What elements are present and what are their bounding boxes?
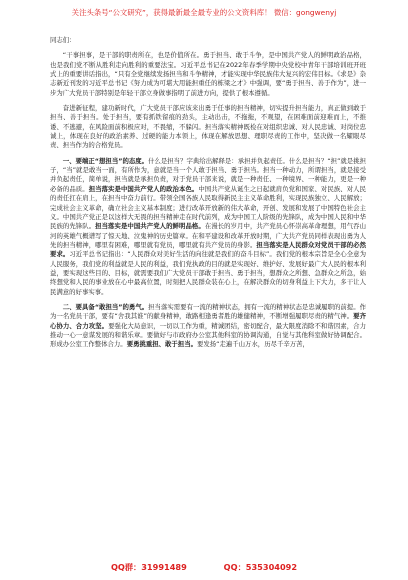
section-2-heading: 二、要具备“敢担当”的勇气。 xyxy=(62,302,149,311)
document-body xyxy=(50,36,366,350)
qq-contact: QQ：535304092 xyxy=(223,562,298,572)
section-1-text-e: 在漫长的岁月中，共产党员心怀崇高革命理想，用气吞山河的英雄气概谱写了惊天地、泣鬼神的历史篇章。在和平建设和改革开放时期，广大共产党员同样表现出勇为人先的担当精神，哪里有困难，哪里就有党员，哪里就有共产党员的身影。 xyxy=(50,222,367,249)
section-2-text-c: 要强化大局意识，一切以工作为重，精诚团结，密切配合，最大限度消除不和谐因素，合力推动一心一意谋发展的和谐乐章。要做好与市政府办公室其他科室的协调沟通，自觉与其他科室做好协调配合。形成办公室工作整体合力。 xyxy=(50,321,367,349)
section-1-text-a: 什么是担当？字典给出解释是：承担并负起责任。什么是担当？“担”就是挑担子，“当”就是敢当一面，有所作为，意就是当一个人敢于担当、勇于担当。担当一种动力，所谓担当，就是接受并负起责任，简单说，担当就是承担负责，对于党员干部来说，就是一种责任、一种境界、一种能力，更是一种必备的品质。 xyxy=(50,156,366,193)
section-2-paragraph xyxy=(50,303,366,350)
section-1-bold-d: 担当落实是中国共产党人的鲜明品格。 xyxy=(95,222,205,231)
qq-group: QQ群：31991489 xyxy=(110,562,187,572)
banner-text: 关注头条号“公文研究”，获得最新最全最专业的公文资料库！ 微信：gongwenyj xyxy=(71,8,337,17)
greeting: 同志们： xyxy=(50,36,76,44)
section-1-bold-b: 担当落实是中国共产党人的政治本色。 xyxy=(88,184,199,193)
section-2-text-a: 担当落实需要有一流的精神状态，拥有一流的精神状态是忠诚履职的前提。作为一名党员干部，要有“舍我其谁”的献身精神，敢路相逢勇者胜的雄健精神，不断增强履职尽责的精气神。 xyxy=(50,302,367,321)
top-banner xyxy=(0,0,408,26)
section-2-bold-d: 要勇挑重担、敢于担当。 xyxy=(126,340,197,349)
section-1-text-c: 中国共产党从诞生之日起就肩负党和国家、对民族、对人民的责任扛在肩上，在担当中奋力前行。带领全国各族人民取得新民主主义革命胜利，实现民族独立、人民解放；完成社会主义革命，确立社会主义基本制度；进行改革开放新的伟大革命，开创、发展和发展了中国特色社会主义。中国共产党正是以这样大无畏的担当精神走在时代前列，成为中国工人阶级的先锋队，成为中国人民和中华民族的先锋队。 xyxy=(50,184,367,231)
section-1-heading: 一、要端正“想担当”的态度。 xyxy=(62,156,149,165)
bottom-banner xyxy=(0,562,408,576)
section-2-bold-b: 要齐心协力、合力攻坚。 xyxy=(50,312,367,330)
paragraph-intro: “干事担事，是干部的职责所在，也是价值所在。勇于担当、敢于斗争，是中国共产党人的鲜明政治品格，也是我们党不断从胜利走向胜利的重要法宝。习近平总书记在2022年春季学期中央党校中青年干部培训班开班式上的重要讲话指出，“只有全党继续发扬担当和斗争精神，才能实现中华民族伟大复兴的宏伟目标。《求是》杂志新近刊发的习近平总书记《努力成为可堪大用能担重任的栋梁之才》中强调，要“勇于担当、善于作为”，进一步为广大党员干部特别是年轻干部立身做事指明了前进方向，提供了根本遵循。 xyxy=(50,51,366,97)
section-1-bold-f: 担当落实是人民群众对党员干部的必然要求。 xyxy=(50,240,366,259)
section-1-text-g: 习近平总书记指出：“人民群众对美好生活的向往就是我们的奋斗目标”。我们党的根本宗旨是全心全意为人民服务，我们党的利益就是人民的利益，我们党执政的目的就是实现好、维护好、发展好最广大人民的根本利益，要实现这些目的、目标，就需要我们广大党员干部敢于担当、勇于担当，想群众之所想、急群众之所急，始终想党和人民的事业放在心中最高位置，时刻把人民群众装在心上，在解决群众的切身利益上下大力，多干让人民满意的好事实事。 xyxy=(50,250,367,296)
paragraph-newera: 奋进新征程，建功新时代，广大党员干部应该来出勇于任事的担当精神，切实提升担当能力，真正做到敢于担当、善于担当。处于担当，要有抓铁留痕的劲头，主动出击，不拖拖，不观望，在困难面前迎难而上，不推诿、不逃避，在风险面前积极应对，不畏缩，不躲闪。担当落实精神既检在对组织忠诚、对人民忠诚、对岗位忠诚上，体现在良好的政治素养、过硬的能力本领上，体现在解放思想、理职尽责的工作中，坚决做一名耀眼尽责、担当作为的合格党员。 xyxy=(50,104,366,150)
section-1-paragraph xyxy=(50,157,366,297)
section-2-text-e: 要发扬“走遍千山万水，历尽千辛万苦， xyxy=(196,340,309,349)
